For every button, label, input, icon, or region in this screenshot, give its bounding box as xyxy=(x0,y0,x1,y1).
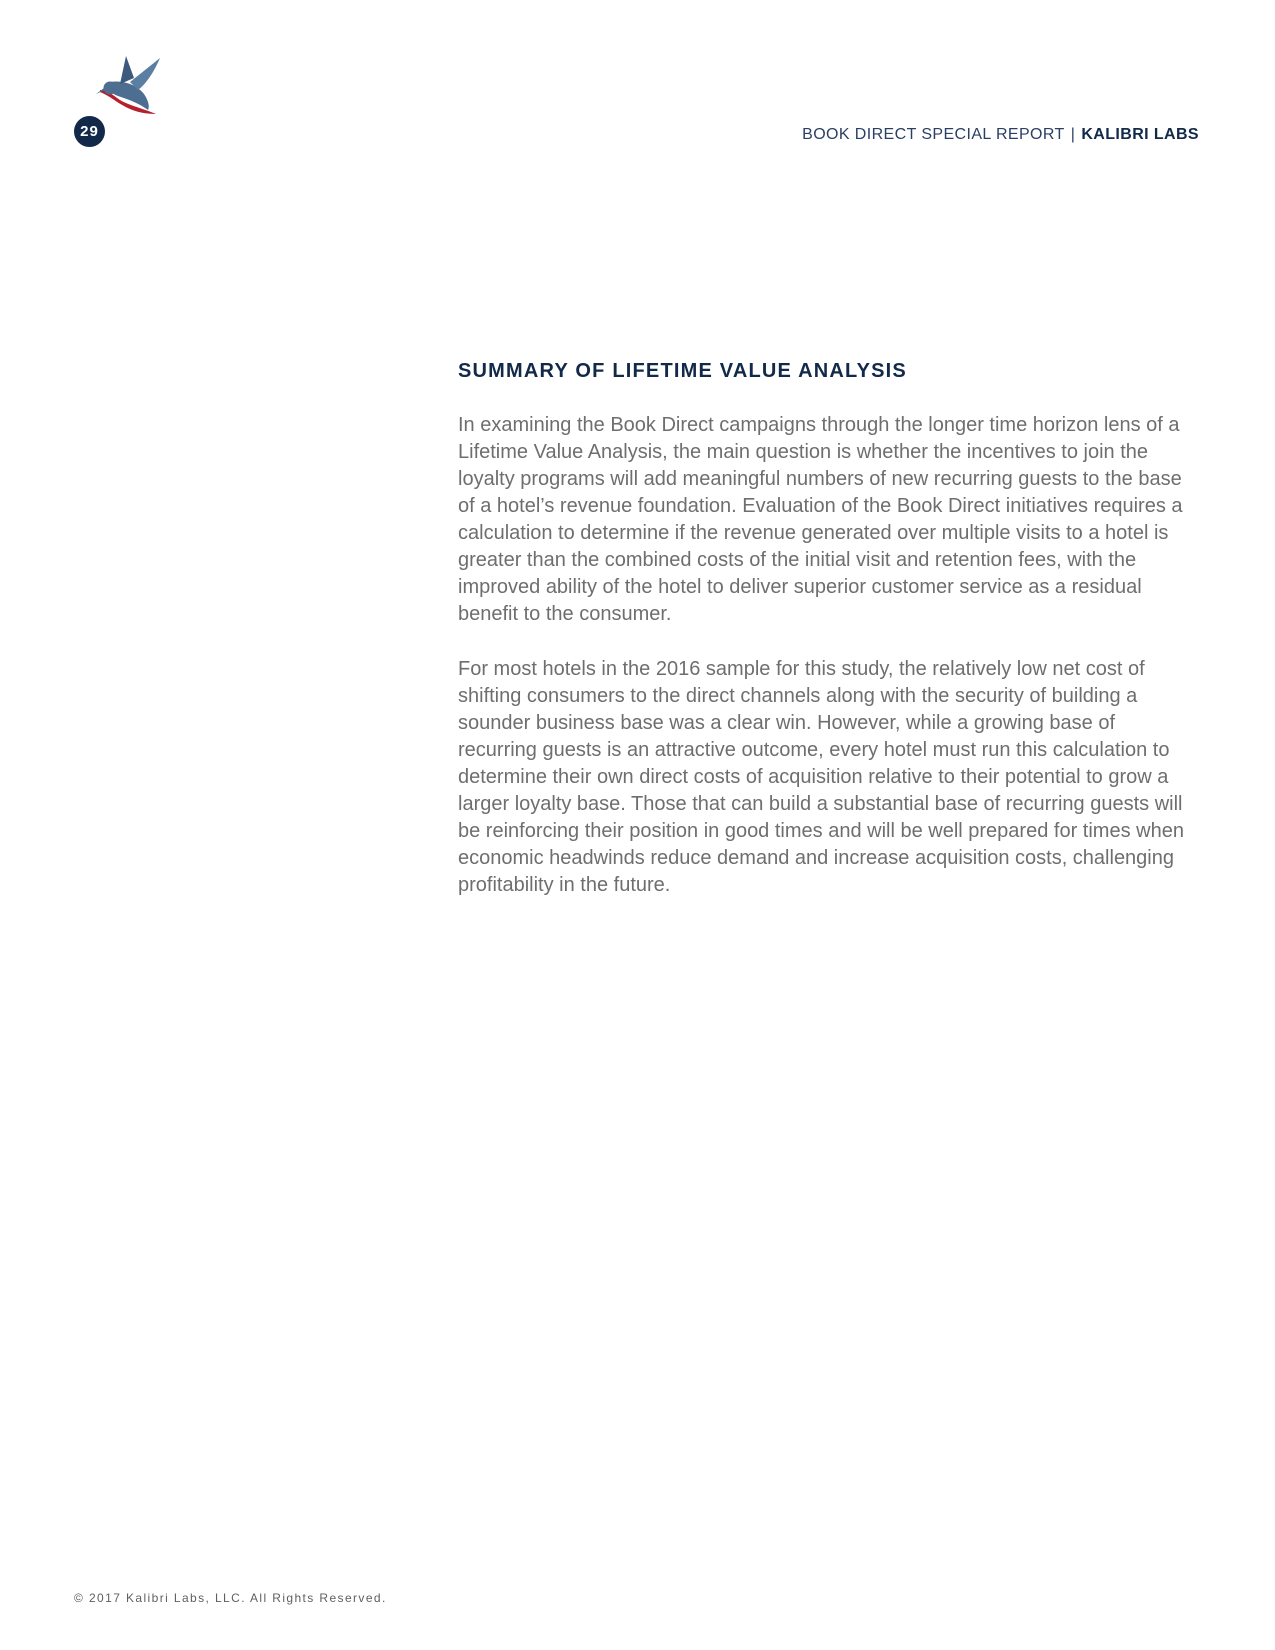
running-header xyxy=(802,126,1199,144)
report-title: BOOK DIRECT SPECIAL REPORT xyxy=(802,126,1065,143)
paragraph-2: For most hotels in the 2016 sample for this study, the relatively low net cost of shifting consumers to the direct channels along with the security of building a sounder business base was a clear win. However, while a growing base of recurring guests is an attractive outcome, every hotel must run this calculation to determine their own direct costs of acquisition relative to their potential to grow a larger loyalty base. Those that can build a substantial base of recurring guests will be reinforcing their position in good times and will be well prepared for times when economic headwinds reduce demand and increase acquisition costs, challenging profitability in the future. xyxy=(458,658,1184,896)
header-separator: | xyxy=(1070,126,1076,143)
hummingbird-icon xyxy=(96,56,168,122)
paragraph-1: In examining the Book Direct campaigns through the longer time horizon lens of a Lifetime Value Analysis, the main question is whether the incentives to join the loyalty programs will add meaningful numbers of new recurring guests to the base of a hotel’s revenue foundation. Evaluation of the Book Direct initiatives requires a calculation to determine if the revenue generated over multiple visits to a hotel is greater than the combined costs of the initial visit and retention fees, with the improved ability of the hotel to deliver superior customer service as a residual benefit to the consumer. xyxy=(458,414,1183,625)
page-number-badge: 29 xyxy=(74,116,105,147)
brand-name: KALIBRI LABS xyxy=(1081,126,1199,143)
copyright-footer: © 2017 Kalibri Labs, LLC. All Rights Reserved. xyxy=(74,1591,387,1605)
main-content xyxy=(458,360,1198,927)
kalibri-labs-logo xyxy=(96,56,168,122)
section-title: SUMMARY OF LIFETIME VALUE ANALYSIS xyxy=(458,360,907,382)
